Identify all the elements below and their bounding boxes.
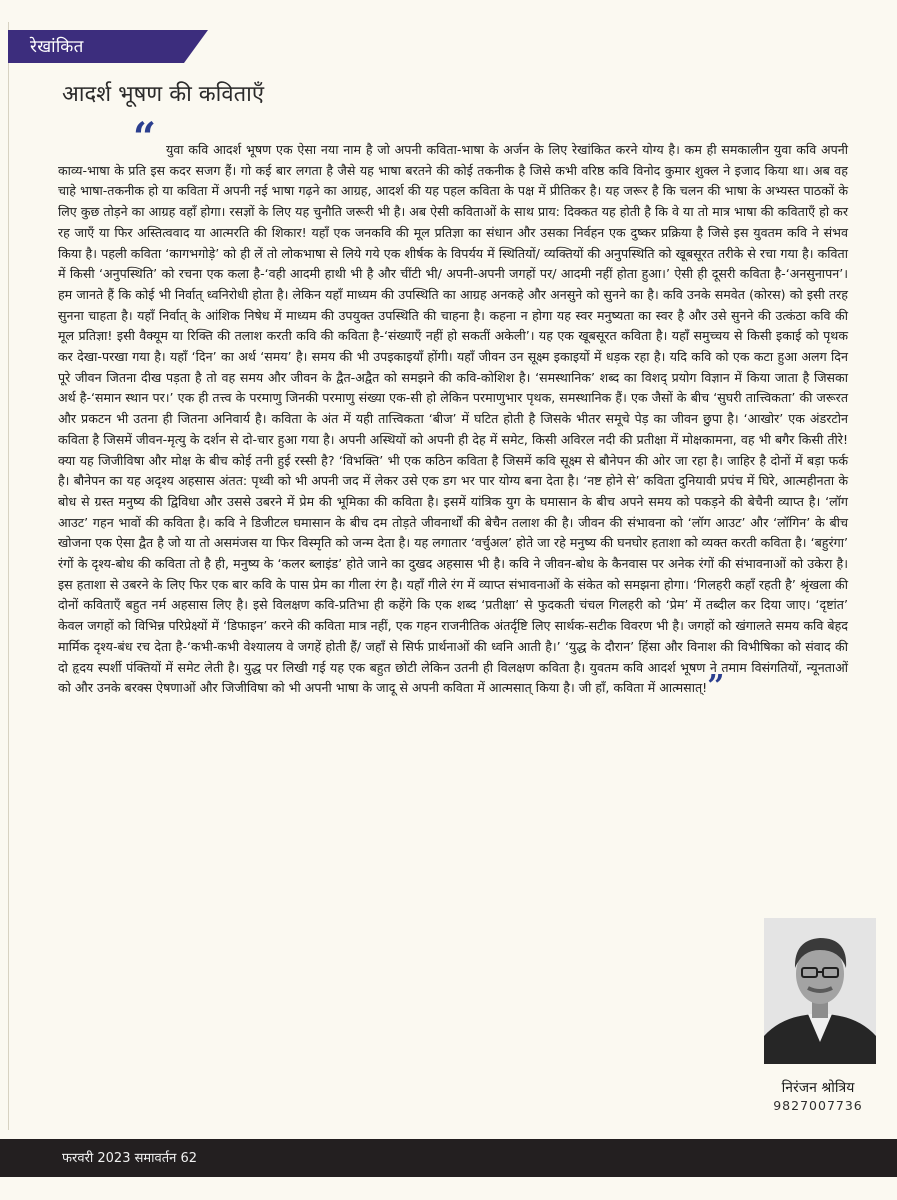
opening-quote-mark: “	[133, 114, 157, 161]
author-photo	[764, 918, 876, 1064]
section-kicker-label: रेखांकित	[30, 37, 84, 57]
article-body	[58, 140, 848, 705]
author-portrait-image	[764, 918, 876, 1064]
section-kicker	[8, 30, 208, 63]
article-title: आदर्श भूषण की कविताएँ	[62, 82, 265, 107]
footer-page-info: फरवरी 2023 समावर्तन 62	[62, 1151, 198, 1166]
closing-quote-mark: ”	[707, 669, 725, 705]
article-body-text: युवा कवि आदर्श भूषण एक ऐसा नया नाम है जो अपनी कविता-भाषा के अर्जन के लिए रेखांकित करने योग्य है। कम ही समकालीन युवा कवि अपनी काव्य-भाषा के प्रति इस कदर सजग हैं। गो कई बार लगता है जैसे यह भाषा बरतने की कोई तकनीक है जिसे कभी वरिष्ठ कवि विनोद कुमार शुक्ल ने इजाद किया था। अब वह चाहे भाषा-तकनीक हो या कविता में अपनी नई भाषा गढ़ने का आग्रह, आदर्श की यह पहल कविता के पक्ष में प्रीतिकर है। यह जरूर है कि चलन की भाषा के अभ्यस्त पाठकों के लिए कुछ तोड़ने का आग्रह वहाँ होगा। रसज्ञों के लिए यह चुनौति जरूरी भी है। अब ऐसी कविताओं के साथ प्राय: दिक्कत यह होती है कि वे या तो मात्र भाषा की कविताएँ हो कर रह जाएँ या फिर अस्तित्ववाद या आत्मरति की शिकार! यहाँ एक जनकवि की मूल प्रतिज्ञा का संधान और उसका निर्वहन एक दुष्कर प्रक्रिया है जिसे इस युवतम कवि ने संभव किया है। पहली कविता ‘कागभगोड़े’ को ही लें तो लोकभाषा से लिये गये एक शीर्षक के विपर्यय में स्थितियों/ व्यक्तियों की अनुपस्थिति को खूबसूरत तरीके से रचा गया है। कविता में किसी ‘अनुपस्थिति’ को रचना एक कला है-‘वही आदमी हाथी भी है और चींटी भी/ अपनी-अपनी जगहों पर/ आदमी नहीं होता हुआ।’ ऐसी ही दूसरी कविता है-‘अनसुनापन’। हम जानते हैं कि कोई भी निर्वात् ध्वनिरोधी होता है। लेकिन यहाँ माध्यम की उपस्थिति का आग्रह अनकहे और अनसुने को सुनने का है। कवि उनके समवेत (कोरस) को इसी तरह सुनना चाहता है। यहाँ निर्वात् के आंशिक निषेध में माध्यम की उपयुक्त उपस्थिति की चाहना है। कहना न होगा यह स्वर मनुष्यता का स्वर है और उसे सुनने की उत्कंठा कवि की मूल प्रतिज्ञा! इसी वैक्यूम या रिक्ति की तलाश करती कवि की कविता है-‘संख्याएँ नहीं हो सकतीं अकेली’। यह एक खूबसूरत कविता है। यहाँ समुच्चय से किसी इकाई को पृथक कर देखा-परखा गया है। यहाँ ‘दिन’ का अर्थ ‘समय’ है। समय की भी उपइकाइयाँ होंगी। यहाँ जीवन उन सूक्ष्म इकाइयों में धड़क रहा है। यदि कवि को एक कटा हुआ अलग दिन पूरे जीवन जितना दीख पड़ता है तो वह समय और जीवन के द्वैत-अद्वैत को समझने की कवि-कोशिश है। ‘समस्थानिक’ शब्द का विशद् प्रयोग विज्ञान में किया जाता है जिसका अर्थ है-‘समान स्थान पर।’ एक ही तत्त्व के परमाणु जिनकी परमाणु संख्या एक-सी हो लेकिन परमाणुभार पृथक, समस्थानिक हैं। एक जैसों के बीच ‘सुघरी तात्त्विकता’ की जरूरत और प्रकटन भी उतना ही जितना अनिवार्य है। कविता के अंत में यही तात्त्विकता ‘बीज’ में घटित होती है जिसके भीतर समूचे पेड़ का जीवन छुपा है। ‘आखोर’ एक अंडरटोन कविता है जिसमें जीवन-मृत्यु के दर्शन से दो-चार हुआ गया है। अपनी अस्थियों को अपनी ही देह में समेट, किसी अविरल नदी की प्रतीक्षा में मोक्षकामना, वह भी बगैर किसी तीरे! क्या यह जिजीविषा और मोक्ष के बीच कोई तनी हुई रस्सी है? ‘विभक्ति’ भी एक कठिन कविता है जिसमें कवि सूक्ष्म से बौनेपन की ओर जा रहा है। जाहिर है दोनों में बड़ा फर्क है। बौनेपन का यह अदृश्य अहसास अंतत: पृथ्वी को भी अपनी जद में लेकर उसे एक डग भर पार योग्य बना देता है। ‘नष्ट होने से’ कविता दुनियावी प्रपंच में घिरे, आत्महीनता के बोध से ग्रस्त मनुष्य की द्विविधा और उससे उबरने में प्रेम की भूमिका की कविता है। इसमें यांत्रिक युग के घमासान के बीच अपने समय को पकड़ने की बेचैनी व्याप्त है। ‘लॉग आउट’ गहन भावों की कविता है। कवि ने डिजीटल घमासान के बीच दम तोड़ते जीवनार्थों की बेचैन तलाश की है। जीवन की संभावना को ‘लॉग आउट’ और ‘लॉगिन’ के बीच खोजना एक ऐसा द्वैत है जो या तो असमंजस या फिर विस्मृति को जन्म देता है। यह लगातार ‘वर्चुअल’ होते जा रहे मनुष्य की घनघोर हताशा को व्यक्त करती कविता है। ‘बहुरंगा’ रंगों के दृश्य-बोध की कविता तो है ही, मनुष्य के ‘कलर ब्लाइंड’ होते जाने का दुखद अहसास भी है। कवि ने जीवन-बोध के कैनवास पर अनेक रंगों की संभावनाओं को उकेरा है। इस हताशा से उबरने के लिए फिर एक बार कवि के पास प्रेम का गीला रंग है। यहाँ गीले रंग में व्याप्त संभावनाओं के संकेत को समझना होगा। ‘गिलहरी कहाँ रहती है’ श्रृंखला की दोनों कविताएँ बहुत नर्म अहसास लिए है। इसे विलक्षण कवि-प्रतिभा ही कहेंगे कि एक शब्द ‘प्रतीक्षा’ से फुदकती चंचल गिलहरी को ‘प्रेम’ में तब्दील कर दिया जाए। ‘दृष्टांत’ केवल जगहों को विभिन्न परिप्रेक्ष्यों में ‘डिफाइन’ करने की कविता मात्र नहीं, एक गहन राजनीतिक अंतर्दृष्टि लिए सार्थक-सटीक विवरण भी है। जगहों को खंगालते समय कवि बेहद मार्मिक दृश्य-बंध रच देता है-‘कभी-कभी वेश्यालय वे जगहें होती हैं/ जहाँ से सिर्फ प्रार्थनाओं की ध्वनि आती है।’ ‘युद्ध के दौरान’ हिंसा और विनाश की विभीषिका को संवाद की दो हृदय स्पर्शी पंक्तियों में समेट लेती है। युद्ध पर लिखी गई यह एक बहुत छोटी लेकिन उतनी ही विलक्षण कविता है। युवतम कवि आदर्श भूषण ने तमाम विसंगतियों, न्यूनताओं को और उनके बरक्स ऐषणाओं और जिजीविषा को भी अपनी भाषा के जादू से अपनी कविता में आत्मसात् किया है। जी हाँ, कविता में आत्मसात्!	[58, 142, 848, 696]
author-phone: 9827007736	[773, 1098, 863, 1113]
author-name: निरंजन श्रोत्रिय	[781, 1080, 855, 1096]
page-edge-line	[8, 22, 9, 1130]
